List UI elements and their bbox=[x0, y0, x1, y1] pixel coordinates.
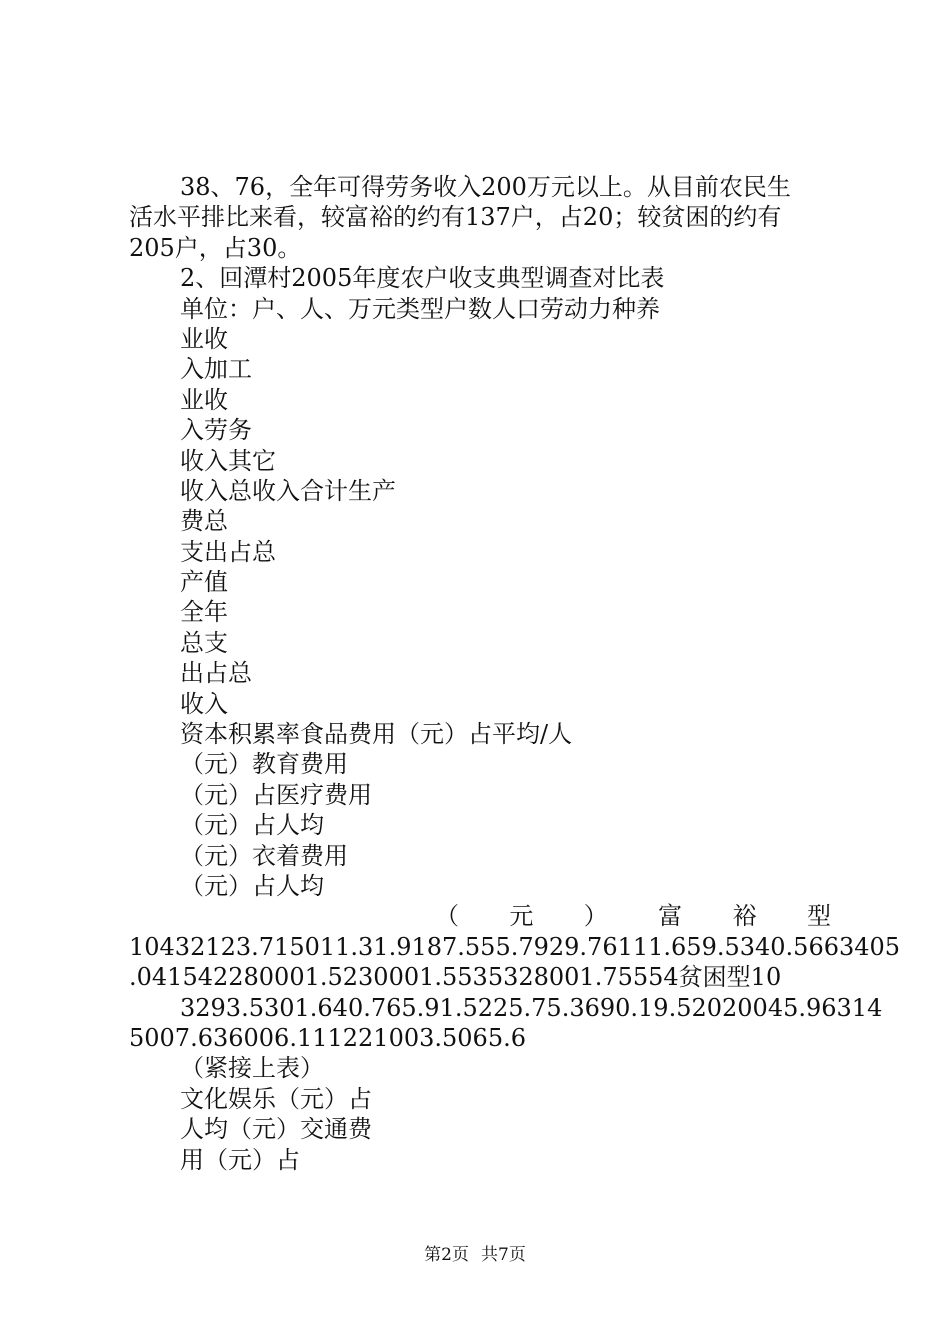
text-line: 资本积累率食品费用（元）占平均/人 bbox=[180, 720, 573, 749]
text-line: 出占总 bbox=[180, 659, 252, 688]
page-total: 共7页 bbox=[481, 1245, 526, 1265]
text-line: 收入总收入合计生产 bbox=[180, 476, 396, 505]
text-line: （紧接上表） bbox=[180, 1054, 324, 1083]
text-line: 产值 bbox=[180, 568, 228, 597]
text-line: 收入 bbox=[180, 689, 228, 718]
text-line: 38、76，全年可得劳务收入200万元以上。从目前农民生 bbox=[180, 173, 791, 201]
justified-char: 元 bbox=[509, 902, 534, 931]
text-line: 2、回潭村2005年度农户收支典型调查对比表 bbox=[180, 264, 665, 293]
text-line: 总支 bbox=[180, 628, 228, 657]
text-line: 业收 bbox=[180, 324, 228, 353]
justified-char: ） bbox=[583, 902, 608, 931]
text-line: （元）占医疗费用 bbox=[180, 780, 372, 809]
justified-char: 富 bbox=[658, 902, 683, 931]
page-number: 第2页 bbox=[424, 1245, 469, 1265]
text-line: 3293.5301.640.765.91.5225.75.3690.19.52020045.96314 bbox=[180, 993, 883, 1022]
text-line: 活水平排比来看，较富裕的约有137户，占20；较贫困的约有 bbox=[129, 203, 782, 232]
text-line: （元）占人均 bbox=[180, 811, 324, 840]
justified-char: （ bbox=[435, 902, 459, 931]
text-line: 人均（元）交通费 bbox=[180, 1115, 372, 1144]
text-line: （元）教育费用 bbox=[180, 750, 348, 779]
text-line: 205户，占30。 bbox=[129, 233, 302, 262]
text-line: 单位：户、人、万元类型户数人口劳动力种养 bbox=[180, 294, 660, 323]
text-line: 业收 bbox=[180, 385, 228, 414]
page-footer bbox=[0, 1240, 950, 1265]
justified-char: 型 bbox=[806, 902, 831, 931]
text-line: .041542280001.5230001.5535328001.75554贫困型10 bbox=[129, 963, 782, 992]
text-line: 收入其它 bbox=[180, 446, 276, 475]
text-line: （元）占人均 bbox=[180, 871, 324, 900]
text-line: 文化娱乐（元）占 bbox=[180, 1084, 372, 1113]
text-line: 支出占总 bbox=[180, 537, 276, 566]
text-line: 全年 bbox=[180, 598, 228, 627]
text-line: 费总 bbox=[180, 507, 228, 536]
text-line: 入加工 bbox=[180, 355, 252, 384]
text-line: 5007.636006.111221003.5065.6 bbox=[129, 1023, 526, 1052]
justified-char: 裕 bbox=[732, 902, 757, 931]
justified-line bbox=[129, 901, 831, 931]
text-line: （元）衣着费用 bbox=[180, 841, 348, 870]
document-body bbox=[129, 172, 901, 1175]
text-line: 10432123.715011.31.9187.555.7929.76111.659.5340.5663405 bbox=[129, 932, 901, 961]
text-line: 入劳务 bbox=[180, 416, 252, 445]
text-line: 用（元）占 bbox=[180, 1145, 300, 1174]
